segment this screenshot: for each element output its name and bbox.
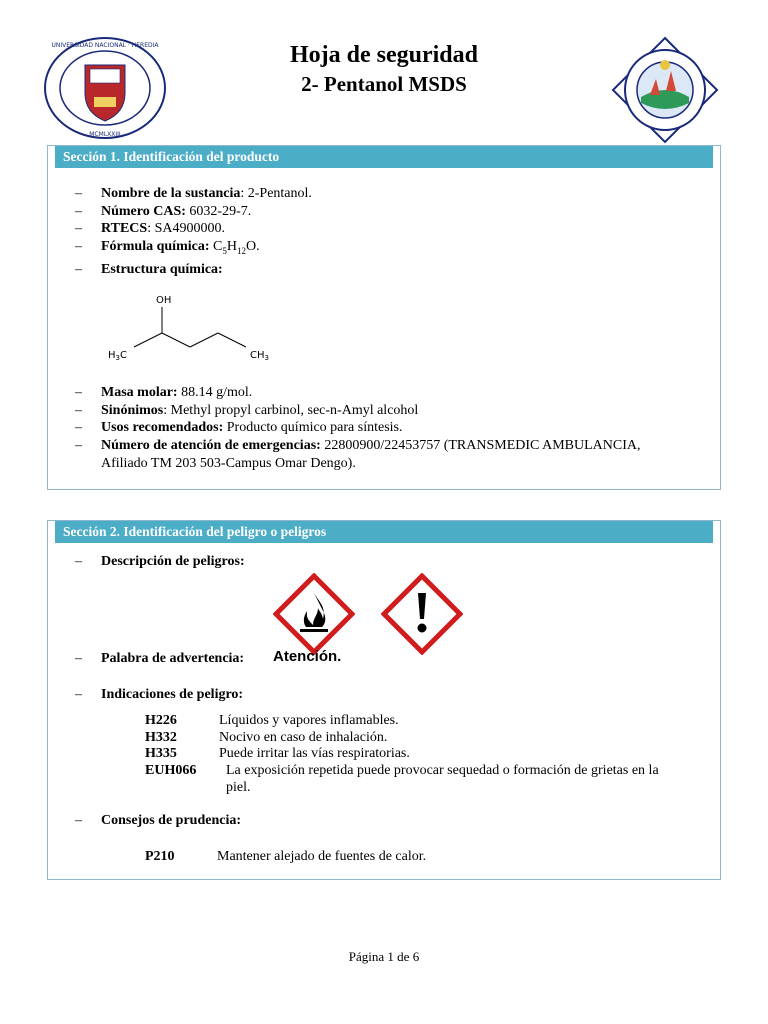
list-item: Usos recomendados: Producto químico para síntesis. — [101, 420, 403, 435]
list-item: Consejos de prudencia: — [101, 813, 242, 828]
hazard-text: Puede irritar las vías respiratorias. — [219, 746, 410, 761]
hazard-text-continuation: piel. — [226, 780, 251, 795]
svg-text:H3C: $H_3C$ — [108, 350, 127, 362]
svg-text:MCMLXXIII: MCMLXXIII — [89, 131, 121, 138]
bullet-dash: – — [75, 221, 82, 236]
bullet-dash: – — [75, 554, 82, 569]
school-chemistry-seal-logo — [610, 35, 720, 145]
svg-text:UNIVERSIDAD NACIONAL · HEREDIA: UNIVERSIDAD NACIONAL · HEREDIA — [51, 42, 159, 49]
hazard-code: H335 — [145, 746, 177, 761]
bullet-dash: – — [75, 403, 82, 418]
chemical-structure-diagram — [100, 285, 280, 370]
bullet-dash: – — [75, 262, 82, 277]
hazard-text: Nocivo en caso de inhalación. — [219, 730, 388, 745]
flame-pictogram-icon — [273, 573, 355, 655]
bullet-dash: – — [75, 651, 82, 666]
prudence-text: Mantener alejado de fuentes de calor. — [217, 849, 427, 864]
bullet-dash: – — [75, 438, 82, 453]
list-item: Estructura química: — [101, 262, 223, 277]
bullet-dash: – — [75, 420, 82, 435]
signal-word: Atención. — [273, 648, 342, 665]
list-item: Sinónimos: Methyl propyl carbinol, sec-n-Amyl alcohol — [101, 403, 419, 418]
bullet-dash: – — [75, 204, 82, 219]
hazard-code: EUH066 — [145, 763, 197, 778]
bullet-dash: – — [75, 239, 82, 254]
section-2-heading: Sección 2. Identificación del peligro o peligros — [55, 521, 713, 543]
page-number: Página 1 de 6 — [348, 949, 420, 964]
hazard-code: H226 — [145, 713, 177, 728]
list-item: Masa molar: 88.14 g/mol. — [101, 385, 253, 400]
list-item: RTECS: SA4900000. — [101, 221, 225, 236]
hazard-text: La exposición repetida puede provocar sequedad o formación de grietas en la — [226, 763, 659, 778]
document-title: Hoja de seguridad — [289, 42, 478, 68]
list-item-continuation: Afiliado TM 203 503-Campus Omar Dengo). — [101, 456, 356, 471]
hazard-code: H332 — [145, 730, 177, 745]
bullet-dash: – — [75, 813, 82, 828]
list-item: Fórmula química: $C_5H_{12}O$. — [101, 239, 260, 256]
bullet-dash: – — [75, 385, 82, 400]
list-item: Descripción de peligros: — [101, 554, 245, 569]
document-subtitle: 2- Pentanol MSDS — [301, 72, 467, 96]
list-item: Número de atención de emergencias: 22800900/22453757 (TRANSMEDIC AMBULANCIA, — [101, 438, 641, 453]
prudence-code: P210 — [145, 849, 175, 864]
bullet-dash: – — [75, 687, 82, 702]
list-item: Número CAS: 6032-29-7. — [101, 204, 252, 219]
list-item: Indicaciones de peligro: — [101, 687, 244, 702]
svg-text:OH: OH — [156, 295, 172, 306]
list-item: Palabra de advertencia: — [101, 651, 245, 666]
exclamation-pictogram-icon — [381, 573, 463, 655]
hazard-text: Líquidos y vapores inflamables. — [219, 713, 399, 728]
svg-text:CH3: $CH_3$ — [250, 350, 269, 362]
bullet-dash: – — [75, 186, 82, 201]
section-1-heading: Sección 1. Identificación del producto — [55, 146, 713, 168]
list-item: Nombre de la sustancia: 2-Pentanol. — [101, 186, 312, 201]
